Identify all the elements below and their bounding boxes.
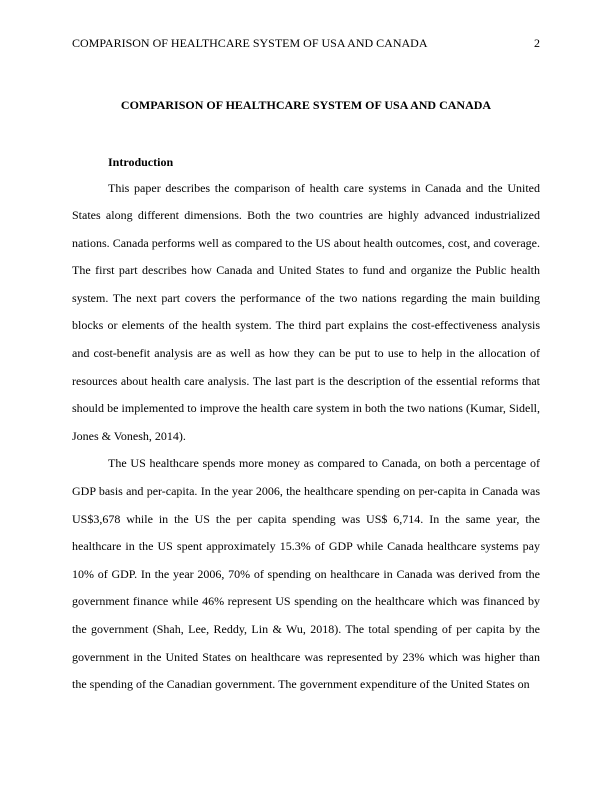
page-number: 2 <box>534 36 540 50</box>
running-head: COMPARISON OF HEALTHCARE SYSTEM OF USA AND CANADA <box>72 36 428 50</box>
body-text <box>72 175 540 699</box>
paragraph: The US healthcare spends more money as compared to Canada, on both a percentage of GDP basis and per-capita. In the year 2006, the healthcare spending on per-capita in Canada was US$3,678 while in the US the per capita spending was US$ 6,714. In the same year, the healthcare in the US spent approximately 15.3% of GDP while Canada healthcare systems pay 10% of GDP. In the year 2006, 70% of spending on healthcare in Canada was derived from the government finance while 46% represent US spending on the healthcare which was financed by the government (Shah, Lee, Reddy, Lin & Wu, 2018). The total spending of per capita by the government in the United States on healthcare was represented by 23% which was higher than the spending of the Canadian government. The government expenditure of the United States on <box>72 456 540 692</box>
section-heading-introduction: Introduction <box>108 155 174 169</box>
document-title: COMPARISON OF HEALTHCARE SYSTEM OF USA AND CANADA <box>120 98 492 112</box>
paragraph: This paper describes the comparison of health care systems in Canada and the United States along different dimensions. Both the two countries are highly advanced industrialized nations. Canada performs well as compared to the US about health outcomes, cost, and coverage. The first part describes how Canada and United States to fund and organize the Public health system. The next part covers the performance of the two nations regarding the main building blocks or elements of the health system. The third part explains the cost-effectiveness analysis and cost-benefit analysis are as well as how they can be put to use to help in the allocation of resources about health care analysis. The last part is the description of the essential reforms that should be implemented to improve the health care system in both the two nations (Kumar, Sidell, Jones & Vonesh, 2014). <box>72 180 540 443</box>
